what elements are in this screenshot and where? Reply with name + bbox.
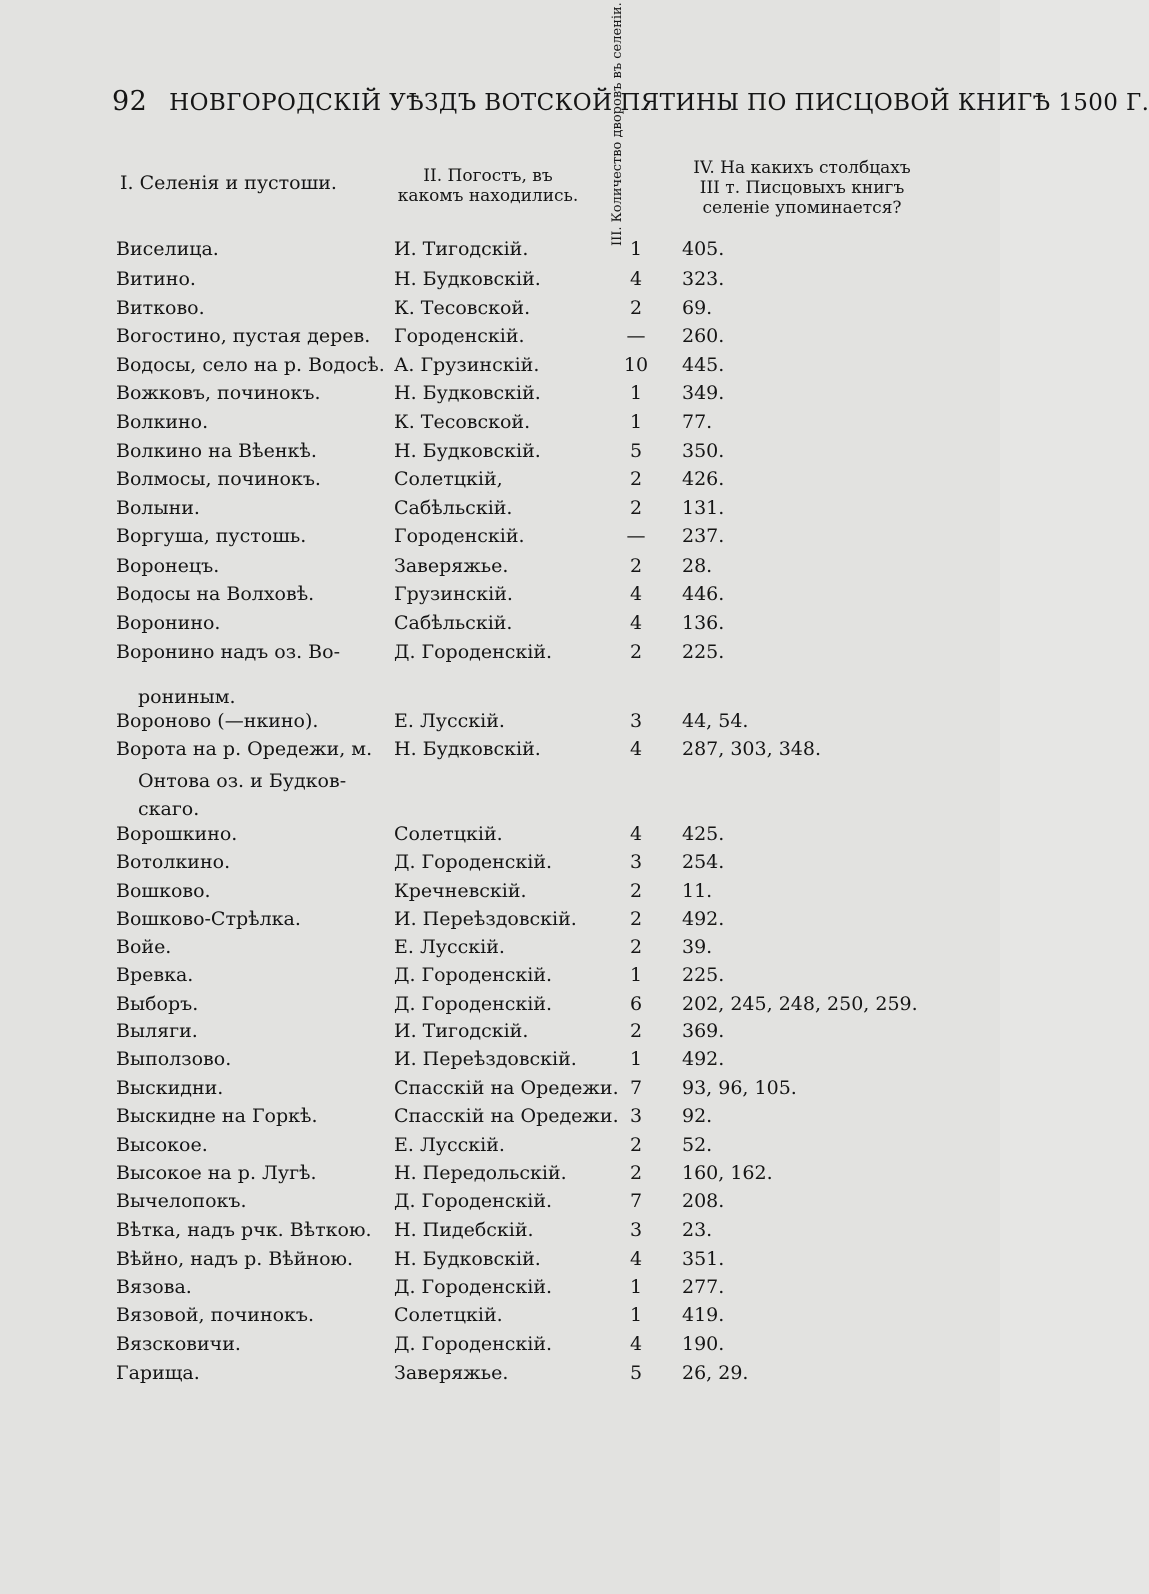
settlement-name: Вревка. [116,964,194,986]
settlement-name: Выскидне на Горкѣ. [116,1105,318,1127]
table-row [0,823,1000,852]
household-count: 2 [629,1134,643,1156]
table-row [0,851,1000,880]
household-count: 4 [629,583,643,605]
pogost-name: Д. Городенскій. [394,851,553,873]
table-row [0,964,1000,993]
pogost-name: Городенскій. [394,525,525,547]
table-row [0,1077,1000,1106]
column-references: 160, 162. [682,1162,773,1184]
household-count: 3 [629,1105,643,1127]
column-references: 208. [682,1190,725,1212]
pogost-name: Н. Передольскій. [394,1162,567,1184]
settlement-name: Выляги. [116,1020,198,1042]
household-count: 2 [629,880,643,902]
column-references: 323. [682,268,725,290]
settlement-name: Вязовой, починокъ. [116,1304,315,1326]
table-row [0,382,1000,411]
table-row [0,1105,1000,1134]
table-row [0,1020,1000,1049]
household-count: — [626,325,646,347]
household-count: 2 [629,1020,643,1042]
table-row [0,555,1000,584]
household-count: 3 [629,851,643,873]
settlement-name: Войе. [116,936,172,958]
pogost-name: Сабѣльскій. [394,612,513,634]
pogost-name: А. Грузинскій. [394,354,540,376]
column-references: 369. [682,1020,725,1042]
column-references: 92. [682,1105,713,1127]
household-count: 2 [629,297,643,319]
settlement-name: Волкино на Вѣенкѣ. [116,440,317,462]
pogost-name: Сабѣльскій. [394,497,513,519]
column-references: 44, 54. [682,710,749,732]
settlement-name: Высокое на р. Лугѣ. [116,1162,317,1184]
pogost-name: К. Тесовской. [394,411,531,433]
column-header-households-text: III. Количество дворовъ въ селеніи. [610,2,625,246]
household-count: 5 [629,440,643,462]
table-row [0,1219,1000,1248]
table-row [0,1248,1000,1277]
row-continuation: Онтова оз. и Будков- [138,770,347,792]
table-row [0,1333,1000,1362]
settlement-name: Ворошкино. [116,823,238,845]
household-count: 2 [629,555,643,577]
table-row [0,738,1000,767]
pogost-name: Н. Будковскій. [394,1248,541,1270]
table-row [0,936,1000,965]
pogost-name: Спасскій на Оредежи. [394,1105,619,1127]
table-row [0,880,1000,909]
settlement-name: Ворота на р. Оредежи, м. [116,738,373,760]
table-row [0,710,1000,739]
table-row [0,497,1000,526]
column-references: 445. [682,354,725,376]
table-row [0,1190,1000,1219]
household-count: 1 [629,1048,643,1070]
household-count: 1 [629,382,643,404]
settlement-name: Вороново (—нкино). [116,710,319,732]
table-row [0,641,1000,670]
settlement-name: Вожковъ, починокъ. [116,382,321,404]
settlement-name: Волыни. [116,497,200,519]
household-count: 1 [629,1304,643,1326]
column-references: 39. [682,936,713,958]
table-row [0,354,1000,383]
household-count: 4 [629,612,643,634]
column-header-columns: IV. На какихъ столбцахъ III т. Писцовыхъ книгъ селеніе упоминается? [693,158,911,218]
table-row [0,411,1000,440]
pogost-name: Городенскій. [394,325,525,347]
table-row [0,993,1000,1022]
household-count: 6 [629,993,643,1015]
settlement-name: Водосы, село на р. Водосѣ. [116,354,385,376]
table-row [0,1276,1000,1305]
pogost-name: И. Переѣздовскій. [394,1048,577,1070]
table-row [0,525,1000,554]
column-references: 93, 96, 105. [682,1077,797,1099]
column-references: 446. [682,583,725,605]
pogost-name: Д. Городенскій. [394,641,553,663]
pogost-name: Е. Лусскій. [394,936,505,958]
page-number: 92 [112,86,148,117]
pogost-name: И. Тигодскій. [394,238,529,260]
settlement-name: Вогостино, пустая дерев. [116,325,371,347]
household-count: 1 [629,1276,643,1298]
column-references: 202, 245, 248, 250, 259. [682,993,918,1015]
table-row [0,268,1000,297]
household-count: 2 [629,468,643,490]
settlement-name: Вошково-Стрѣлка. [116,908,301,930]
pogost-name: Н. Будковскій. [394,738,541,760]
pogost-name: Е. Лусскій. [394,710,505,732]
column-references: 26, 29. [682,1362,749,1384]
household-count: 4 [629,823,643,845]
table-row [0,1134,1000,1163]
pogost-name: Д. Городенскій. [394,1333,553,1355]
pogost-name: Н. Пидебскій. [394,1219,534,1241]
household-count: 2 [629,1162,643,1184]
column-references: 349. [682,382,725,404]
settlement-name: Воронино надъ оз. Во- [116,641,340,663]
column-references: 277. [682,1276,725,1298]
pogost-name: Солетцкій. [394,823,503,845]
settlement-name: Воргуша, пустошь. [116,525,307,547]
pogost-name: Грузинскій. [394,583,513,605]
column-references: 136. [682,612,725,634]
table-row [0,1304,1000,1333]
column-references: 287, 303, 348. [682,738,821,760]
column-references: 492. [682,908,725,930]
household-count: 4 [629,1333,643,1355]
pogost-name: Кречневскій. [394,880,527,902]
settlement-name: Виселица. [116,238,219,260]
pogost-name: И. Тигодскій. [394,1020,529,1042]
household-count: 4 [629,268,643,290]
household-count: 2 [629,908,643,930]
column-references: 419. [682,1304,725,1326]
settlement-name: Витково. [116,297,205,319]
column-header-settlements: I. Селенія и пустоши. [120,172,337,194]
column-references: 260. [682,325,725,347]
settlement-name: Выборъ. [116,993,199,1015]
settlement-name: Волкино. [116,411,209,433]
pogost-name: Н. Будковскій. [394,440,541,462]
table-row [0,440,1000,469]
column-references: 425. [682,823,725,845]
table-row [0,468,1000,497]
running-title: НОВГОРОДСКІЙ УѢЗДЪ ВОТСКОЙ ПЯТИНЫ ПО ПИСЦОВОЙ КНИГѢ 1500 Г. [169,90,1149,116]
household-count: 7 [629,1190,643,1212]
column-references: 351. [682,1248,725,1270]
pogost-name: Д. Городенскій. [394,993,553,1015]
column-references: 492. [682,1048,725,1070]
household-count: 2 [629,936,643,958]
row-continuation: скаго. [138,798,200,820]
household-count: 1 [629,238,643,260]
table-row [0,612,1000,641]
settlement-name: Витино. [116,268,196,290]
settlement-name: Вѣйно, надъ р. Вѣйною. [116,1248,354,1270]
pogost-name: Д. Городенскій. [394,1190,553,1212]
row-continuation: рониным. [138,686,236,708]
column-references: 28. [682,555,713,577]
column-references: 225. [682,964,725,986]
column-references: 131. [682,497,725,519]
column-references: 426. [682,468,725,490]
column-references: 52. [682,1134,713,1156]
table-row [0,1162,1000,1191]
table-row [0,297,1000,326]
table-row [0,1048,1000,1077]
pogost-name: Заверяжье. [394,1362,509,1384]
settlement-name: Вѣтка, надъ рчк. Вѣткою. [116,1219,372,1241]
settlement-name: Вязсковичи. [116,1333,241,1355]
settlement-name: Выползово. [116,1048,232,1070]
pogost-name: Д. Городенскій. [394,964,553,986]
settlement-name: Гарища. [116,1362,200,1384]
household-count: 2 [629,497,643,519]
household-count: 7 [629,1077,643,1099]
settlement-name: Воронино. [116,612,221,634]
household-count: 10 [623,354,649,376]
column-references: 190. [682,1333,725,1355]
table-row [0,1362,1000,1391]
household-count: — [626,525,646,547]
settlement-name: Воронецъ. [116,555,220,577]
household-count: 2 [629,641,643,663]
household-count: 3 [629,1219,643,1241]
column-references: 69. [682,297,713,319]
pogost-name: Е. Лусскій. [394,1134,505,1156]
settlement-name: Вотолкино. [116,851,231,873]
column-references: 23. [682,1219,713,1241]
column-references: 11. [682,880,713,902]
column-references: 350. [682,440,725,462]
pogost-name: Д. Городенскій. [394,1276,553,1298]
pogost-name: Н. Будковскій. [394,382,541,404]
column-references: 225. [682,641,725,663]
pogost-name: И. Переѣздовскій. [394,908,577,930]
pogost-name: Солетцкій, [394,468,503,490]
pogost-name: К. Тесовской. [394,297,531,319]
table-row [0,583,1000,612]
settlement-name: Вычелопокъ. [116,1190,247,1212]
settlement-name: Водосы на Волховѣ. [116,583,315,605]
settlement-name: Высокое. [116,1134,208,1156]
household-count: 4 [629,738,643,760]
pogost-name: Спасскій на Оредежи. [394,1077,619,1099]
pogost-name: Солетцкій. [394,1304,503,1326]
settlement-name: Вошково. [116,880,211,902]
table-row [0,908,1000,937]
column-header-pogost: II. Погостъ, въ какомъ находились. [397,166,579,206]
page-header [112,86,1149,117]
household-count: 5 [629,1362,643,1384]
column-header-households [610,2,660,246]
settlement-name: Волмосы, починокъ. [116,468,321,490]
column-references: 405. [682,238,725,260]
column-references: 77. [682,411,713,433]
pogost-name: Н. Будковскій. [394,268,541,290]
table-row [0,325,1000,354]
column-references: 237. [682,525,725,547]
household-count: 1 [629,964,643,986]
household-count: 4 [629,1248,643,1270]
settlement-name: Выскидни. [116,1077,224,1099]
household-count: 3 [629,710,643,732]
column-references: 254. [682,851,725,873]
pogost-name: Заверяжье. [394,555,509,577]
household-count: 1 [629,411,643,433]
settlement-name: Вязова. [116,1276,192,1298]
table-row [0,238,1000,267]
